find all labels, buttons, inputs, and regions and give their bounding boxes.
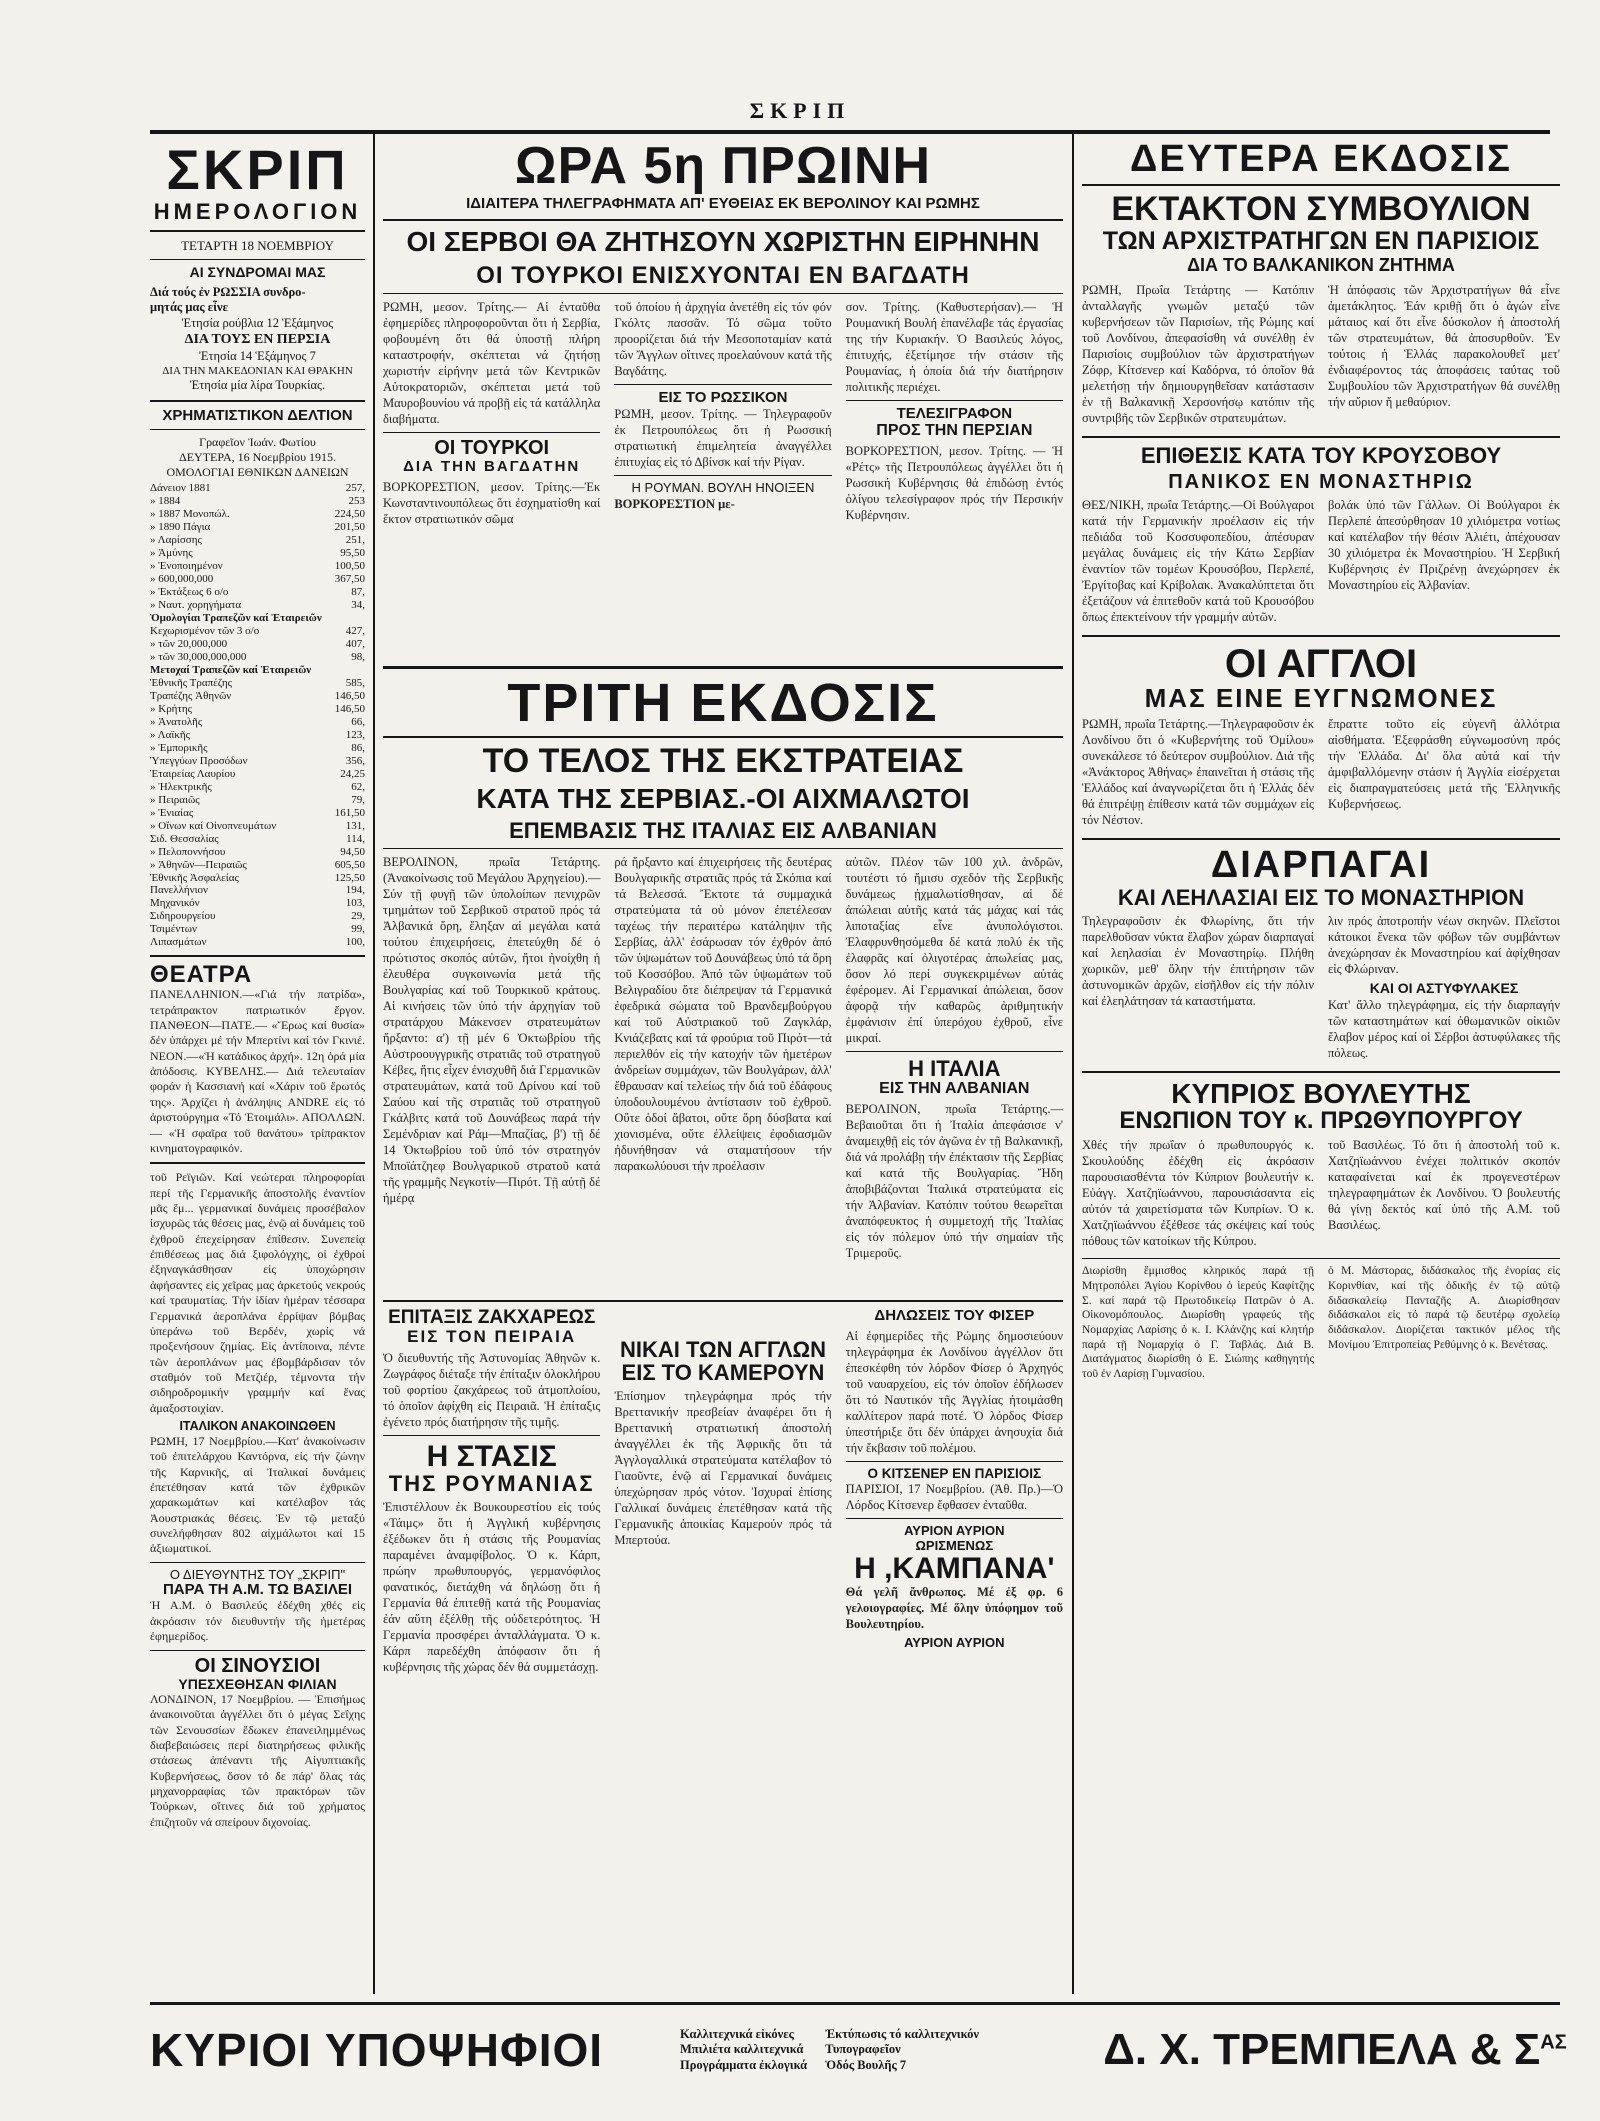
center-mid-columns bbox=[383, 854, 1063, 1265]
market-row-value: 356, bbox=[345, 754, 365, 767]
market-row bbox=[150, 547, 365, 560]
market-row bbox=[150, 599, 365, 612]
story-text: ΒΟΡΚΟΡΕΣΤΙΟΝ με- bbox=[614, 496, 735, 511]
divider bbox=[1082, 436, 1560, 438]
story-text: ΡΩΜΗ, μεσον. Τρίτης. — Τηλεγραφοῦν ἐκ Πετρουπόλεως ὅτι ἡ Ρωσσική στρατιωτική ἐπιμελητεία ἀναγγέλλει ἐπιτυχίας εἰς τό Δβίνσκ καί τήν Ρίγαν. bbox=[614, 407, 832, 470]
market-row-value: 224,50 bbox=[334, 508, 365, 521]
market-row-name: » Ἀνατολῆς bbox=[150, 715, 203, 728]
market-row-name: » Ἐνιαίας bbox=[150, 806, 194, 819]
divider bbox=[150, 955, 365, 957]
fisher-headline: ΔΗΛΩΣΕΙΣ ΤΟΥ ΦΙΣΕΡ bbox=[874, 1308, 1035, 1324]
turks-headline: ΟΙ ΤΟΥΡΚΟΙ ΕΝΙΣΧΥΟΝΤΑΙ ΕΝ ΒΑΓΔΑΤΗ bbox=[476, 261, 970, 289]
market-row bbox=[150, 833, 365, 846]
police-headline: ΚΑΙ ΟΙ ΑΣΤΥΦΥΛΑΚΕΣ bbox=[1369, 980, 1519, 997]
subscriptions-list bbox=[150, 285, 365, 394]
masthead: ΣΚΡΙΠ bbox=[749, 98, 851, 123]
divider bbox=[1082, 838, 1560, 840]
story-text: ΡΩΜΗ, μεσον. Τρίτης.— Αἱ ἐνταῦθα ἐφημερίδες πληροφοροῦνται ὅτι ἡ Σερβία, φοβουμένη ὅτι θά ὑποστῇ πλήρη καταστροφήν, σκέπτεται νά ζητήσῃ χωριστήν εἰρήνην μετά τῶν Κεντρικῶν Αὐτοκρατοριῶν, σκέπτεται μετά τοῦ Μαυροβουνίου νά προβῇ εἰς τά κατάλληλα διαβήματα. bbox=[383, 299, 601, 426]
italia-headline: Η ΙΤΑΛΙΑ bbox=[908, 1056, 1001, 1082]
market-row-value: 605,50 bbox=[334, 858, 365, 871]
divider bbox=[150, 230, 365, 232]
market-row-value: 253 bbox=[348, 495, 365, 508]
looting-columns bbox=[1082, 913, 1560, 1064]
market-row-value: 95,50 bbox=[340, 547, 365, 560]
market-intro-line: Γραφεῖον Ἰωάν. Φωτίου bbox=[199, 435, 316, 450]
italian-title: ΙΤΑΛΙΚΟΝ ΑΝΑΚΟΙΝΩΘΕΝ bbox=[179, 1419, 336, 1434]
cypriot-text: Χθές τήν πρωΐαν ὁ πρωθυπουργός κ. Σκουλούδης ἐδέχθη εἰς ἀκρόασιν παρουσιασθέντα τόν Κύπριον βουλευτήν κ. Εὐάγγ. Χατζηϊωάννου, παρουσιάσαντα εἰς αὐτόν τά χαιρετίσματα τῶν Κυπρίων. Ὁ κ. Χατζηϊωάννου ἐξέθεσε τάς σκέψεις καί τούς πόθους τῶν κατοίκων τῆς Κύπρου. bbox=[1082, 1138, 1314, 1249]
subs-line: Ἐτησία μία λίρα Τουρκίας. bbox=[189, 378, 326, 393]
divider bbox=[383, 293, 1063, 294]
market-row-name: » Ἐμπορικῆς bbox=[150, 741, 208, 754]
romania-headline: Η ΣΤΑΣΙΣ bbox=[426, 1439, 557, 1473]
cypriot-text: τοῦ Βασιλέως. Τό ὅτι ἡ ἀποστολή τοῦ κ. Χατζηϊωάννου ἐνέχει πολιτικόν σκοπόν καταφαίνεται καί ἐκ προγενεστέρων τηλεγραφημάτων ἐκ Λονδίνου. Ὁ βουλευτής θά γίνῃ δεκτός καί ὑπό τῆς Α.Μ. τοῦ Βασιλέως. bbox=[1328, 1138, 1560, 1233]
looting-col2 bbox=[1328, 913, 1560, 1064]
english-headline: ΟΙ ΑΓΓΛΟΙ bbox=[1224, 641, 1418, 686]
story-text: τοῦ ὁποίου ἡ ἀρχηγία ἀνετέθη εἰς τόν φόν Γκόλτς πασσᾶν. Τό σῶμα τοῦτο προορίζεται διά τήν Μεσοποταμίαν κατά τῶν Ἄγγλων οἵτινες προελαύνουν κατά τῆς Βαγδάτης. bbox=[614, 299, 832, 378]
market-row-name: » Πειραιῶς bbox=[150, 793, 200, 806]
divider bbox=[150, 1562, 365, 1563]
director-text: Ἡ Α.Μ. ὁ Βασιλεύς ἐδέχθη χθές εἰς ἀκρόασιν τόν διευθυντήν τῆς ἡμετέρας ἐφημερίδος. bbox=[150, 1598, 365, 1644]
divider bbox=[383, 1435, 600, 1436]
krusovo-text: βολάκ ὑπό τῶν Γάλλων. Οἱ Βούλγαροι ἐκ Περλεπέ ἀπεσύρθησαν 10 χιλιόμετρα νοτίως καί κατέλαβον τήν θέσιν Ἀλιέτι, ἀπέχουσαν 30 χιλιόμετρα ἐκ Μοναστηρίου. Ἡ Σερβική Κυβέρνησις ἐν Πριζρένῃ ἀνεχώρησεν ἐκ Μοναστηρίου εἰς Ἀλβανίαν. bbox=[1328, 497, 1560, 592]
center-low-col2 bbox=[614, 1308, 831, 1679]
krusovo-subhead: ΠΑΝΙΚΟΣ ΕΝ ΜΟΝΑΣΤΗΡΙΩ bbox=[1168, 470, 1474, 493]
center-mid bbox=[383, 676, 1063, 1296]
market-row bbox=[150, 508, 365, 521]
krusovo-text: ΘΕΣ/ΝΙΚΗ, πρωΐα Τετάρτης.—Οἱ Βούλγαροι κατά τήν Γερμανικήν προέλασιν εἰς τήν πεδιάδα τοῦ Κοσσυφοπεδίου, ἀπέσυραν μεγάλας δυνάμεις εἰς τήν Κάτω Σερβίαν ἐναντίον τῶν τομέων Κρουσόβου, Περλεπέ, Ἐργίτοβας καί Κρίβολακ. Ἀνακαλύπτεται ὅτι ἐξετάζουν νά ἐπιτεθοῦν κατά τοῦ Κρουσόβου ὅπως ἐπεκτείνουν τήν γραμμήν αὐτῶν. bbox=[1082, 497, 1314, 624]
column-divider bbox=[373, 134, 375, 1994]
campaign-headline: ΤΟ ΤΕΛΟΣ ΤΗΣ ΕΚΣΤΡΑΤΕΙΑΣ bbox=[482, 742, 964, 780]
market-row-name: Ὁμολογίαι Τραπεζῶν καί Ἑταιρειῶν bbox=[150, 612, 322, 625]
market-row-value: 114, bbox=[346, 832, 365, 845]
subs-line: ΔΙΑ ΤΗΝ ΜΑΚΕΔΟΝΙΑΝ ΚΑΙ ΘΡΑΚΗΝ bbox=[162, 364, 353, 377]
story-headline: ΕΙΣ ΤΟ ΡΩΣΣΙΚΟΝ bbox=[658, 388, 788, 406]
subs-line: Διά τούς ἐν ΡΩΣΣΙΑ συνδρο- bbox=[150, 284, 306, 299]
divider bbox=[614, 384, 831, 385]
romania-text: Ἐπιστέλλουν ἐκ Βουκουρεστίου εἰς τούς «Τάιμς» ὅτι ἡ Ἀγγλική κυβέρνησις ἐξέδωκεν ὅτι ἡ στάσις τῆς Ρουμανίας παραμένει ἀναμφίβολος. Ὁ κ. Κάρπ, πρώην πρωθυπουργός, γερμανόφιλος φανατικός, διετάχθη νά δηλώσῃ ὅτι ἡ Γερμανία θά ἐπιτεθῇ κατά τῆς Ρουμανίας ἐάν αὕτη ἐξέλθῃ τῆς οὐδετερότητος. Ἡ Γερμανία προσφέρει ἀνταλλάγματα. Ὁ κ. Κάρπ παρεδέχθη ἀπόφασιν ὅτι ἡ κυβέρνησις τῆς χώρας δέν θά συμμετάσχῃ. bbox=[383, 1500, 601, 1675]
council-subhead: ΤΩΝ ΑΡΧΙΣΤΡΑΤΗΓΩΝ ΕΝ ΠΑΡΙΣΙΟΙΣ bbox=[1102, 226, 1540, 255]
center-top-columns bbox=[383, 299, 1063, 532]
section-rule bbox=[383, 666, 1063, 669]
divider bbox=[846, 1051, 1063, 1052]
market-row bbox=[150, 884, 365, 897]
market-row-name: » 1884 bbox=[150, 495, 181, 508]
ad-line: Τυπογραφεῖον bbox=[825, 2042, 901, 2057]
market-row bbox=[150, 897, 365, 910]
ad-mid: ΩΡΙΣΜΕΝΩΣ bbox=[915, 1537, 994, 1553]
market-row-value: 100,50 bbox=[334, 560, 365, 573]
story-headline: Η ΡΟΥΜΑΝ. ΒΟΥΛΗ ΗΝΟΙΞΕΝ bbox=[631, 480, 815, 496]
market-row-value: 131, bbox=[345, 819, 365, 832]
story-subhead: ΠΡΟΣ ΤΗΝ ΠΕΡΣΙΑΝ bbox=[876, 422, 1033, 440]
market-row-value: 257, bbox=[345, 482, 365, 495]
market-row-name: » Λαϊκῆς bbox=[150, 728, 190, 741]
third-edition-headline: ΤΡΙΤΗ ΕΚΔΟΣΙΣ bbox=[507, 676, 939, 733]
allies-subtitle: ΥΠΕΣΧΕΘΗΣΑΝ ΦΙΛΙΑΝ bbox=[178, 1675, 337, 1692]
market-row-name: Μηχανικόν bbox=[150, 897, 200, 910]
cypriot-columns bbox=[1082, 1137, 1560, 1253]
krusovo-columns bbox=[1082, 497, 1560, 629]
market-row-name: Ὑπεγγύων Προσόδων bbox=[150, 754, 248, 767]
market-row-name: » Ἀθηνῶν—Πειραιῶς bbox=[150, 858, 247, 871]
market-row-value: 407, bbox=[345, 638, 365, 651]
ad-text: Θά γελῆ ἄνθρωπος. Μέ ἐξ φρ. 6 γελοιογραφίες. Μέ ὅλην ὑπόφημον τοῦ Βουλευτηρίου. bbox=[845, 1585, 1063, 1632]
divider bbox=[1082, 1071, 1560, 1073]
market-row-name: » Ἠλεκτρικῆς bbox=[150, 780, 212, 793]
market-row-value: 86, bbox=[351, 741, 365, 754]
market-row bbox=[150, 794, 365, 807]
market-row bbox=[150, 573, 365, 586]
council-text: ΡΩΜΗ, Πρωΐα Τετάρτης — Κατόπιν ἀνταλλαγῆς γνωμῶν μεταξύ τῶν κυβερνήσεων τῶν Παρισίων, τῆς Ρώμης καί τοῦ Λονδίνου, ἀπεφασίσθη νά συνέλθῃ ἐν Παρισίοις συμβούλιον τῶν ἀρχιστρατήγων Ζόφρ, Κίτσενερ καί Καδόρνα, τό ὁποῖον θά μελετήσῃ τήν δημιουργηθεῖσαν κατάστασιν ἐν τῇ Βαλκανικῇ Χερσονήσῳ κατόπιν τῆς συντριβῆς τῶν Σερβικῶν στρατευμάτων. bbox=[1082, 282, 1314, 425]
center-low-columns bbox=[383, 1308, 1063, 1679]
trempela-ad bbox=[1103, 2024, 1567, 2074]
story-subhead: ΔΙΑ ΤΗΝ ΒΑΓΔΑΤΗΝ bbox=[403, 457, 581, 475]
italia-subhead: ΕΙΣ ΤΗΝ ΑΛΒΑΝΙΑΝ bbox=[879, 1080, 1030, 1098]
center-top-col2 bbox=[614, 299, 831, 532]
market-intro-line: ΔΕΥΤΕΡΑ, 16 Νοεμβρίου 1915. bbox=[178, 450, 337, 465]
market-row bbox=[150, 716, 365, 729]
looting-text: Τηλεγραφοῦσιν ἐκ Φλωρίνης, ὅτι τήν παρελθοῦσαν νύκτα ἔλαβον χώραν διαρπαγαί καί λεηλασίαι ἐν Μοναστηρίῳ. Πλήθη χωρικῶν, μεθ' ὅλην τήν ἐπιτήρησιν τῶν ἀστυνομικῶν ἀρχῶν, εἰσῆλθον εἰς τήν πόλιν καί ἐλεηλάτησαν τά καταστήματα. bbox=[1082, 914, 1314, 1009]
market-row bbox=[150, 910, 365, 923]
market-row-value: 87, bbox=[351, 586, 365, 599]
subs-line: Ἐτησία 14 Ἑξάμηνος 7 bbox=[199, 348, 316, 363]
market-row-name: Σιδ. Θεσσαλίας bbox=[150, 832, 219, 845]
sugar-headline: ΕΠΙΤΑΞΙΣ ΖΑΚΧΑΡΕΩΣ bbox=[388, 1308, 596, 1328]
market-row bbox=[150, 521, 365, 534]
ad-line: Προγράμματα ἐκλογικά bbox=[680, 2057, 808, 2072]
market-row bbox=[150, 742, 365, 755]
market-intro bbox=[150, 435, 365, 480]
kampana-ad: Η ,ΚΑΜΠΑΝΑ' bbox=[854, 1551, 1055, 1585]
market-row-name: Πανελλήνιον bbox=[150, 884, 209, 897]
divider bbox=[846, 400, 1063, 401]
market-row-name: » Κρήτης bbox=[150, 702, 192, 715]
market-row bbox=[150, 768, 365, 781]
candidates-ad: ΚΥΡΙΟΙ ΥΠΟΨΗΦΙΟΙ bbox=[150, 2023, 604, 2076]
market-rows bbox=[150, 482, 365, 949]
kitchener-headline: Ο ΚΙΤΣΕΝΕΡ ΕΝ ΠΑΡΙΣΙΟΙΣ bbox=[867, 1465, 1042, 1481]
divider bbox=[383, 736, 1063, 738]
left-date: ΤΕΤΑΡΤΗ 18 ΝΟΕΜΒΡΙΟΥ bbox=[181, 238, 334, 254]
market-row-value: 161,50 bbox=[334, 806, 365, 819]
section-rule bbox=[383, 1300, 1063, 1302]
market-title: ΧΡΗΜΑΤΙΣΤΙΚΟΝ ΔΕΛΤΙΟΝ bbox=[162, 406, 353, 424]
story-text: ΒΕΡΟΛΙΝΟΝ, πρωΐα Τετάρτης. (Ἀνακοίνωσις τοῦ Μεγάλου Ἀρχηγείου).— Σύν τῇ φυγῇ τῶν ὑπολοίπων πενιχρῶν τμημάτων τοῦ Σερβικοῦ στρατοῦ πρός τά Ἀλβανικά ὄρη, ἔληξαν αἱ μεγάλαι κατά τούτου ἐπιχειρήσεις, ἐπετεύχθη δέ ὁ πρώτιστος σκοπός αὐτῶν, ἤτοι ἠνοίχθη ἡ ἐλευθέρα συγκοινωνία μετά τῆς Βουλγαρίας καί τοῦ Τουρκικοῦ κράτους. Αἱ κινήσεις τῶν ὑπό τήν ἀρχηγίαν τοῦ στρατάρχου Μάκενσεν στρατευμάτων ἤρξαντο: α') τῇ μέν 6 Ὀκτωβρίου τῆς Αὐστροουγγρικῆς στρατιᾶς τοῦ στρατηγοῦ Κέβες, ἥτις εἶχεν ἐνισχυθῆ διά Γερμανικῶν στρατευμάτων, κατά τοῦ Δρίνου καί τοῦ Σαύου καί τῆς στρατιᾶς τοῦ στρατηγοῦ Γκάλβιτς κατά τοῦ Δουνάβεως παρά τήν Σεμένδριαν καί Ράμ—Μπαζίας, β') τῇ δέ 14 Ὀκτωβρίου τοῦ ὑπό τόν στρατηγόν Μποϊάτζηεφ Βουλγαρικοῦ στρατοῦ κατά τῆς γραμμῆς Νεγκοτίν—Πιρότ. Τῇ αὐτῇ δέ ἡμέρᾳ bbox=[383, 855, 601, 1206]
market-row bbox=[150, 651, 365, 664]
bottom-ad-right bbox=[1103, 2010, 1567, 2090]
market-row bbox=[150, 936, 365, 949]
romania-subhead: ΤΗΣ ΡΟΥΜΑΝΙΑΣ bbox=[388, 1471, 595, 1497]
market-row bbox=[150, 638, 365, 651]
market-row bbox=[150, 807, 365, 820]
divider bbox=[1082, 1258, 1560, 1259]
looting-headline: ΔΙΑΡΠΑΓΑΙ bbox=[1210, 844, 1432, 887]
english-columns bbox=[1082, 716, 1560, 832]
bottom-ad-mid bbox=[680, 2010, 1100, 2090]
ad-lines bbox=[825, 2027, 979, 2074]
theatre-text: ΠΑΝΕΛΛΗΝΙΟΝ.—«Γιά τήν πατρίδα», τετράπρακτον πατριωτικόν ἔργον. ΠΑΝΘΕΟΝ—ΠΑΤΕ.— «Ἔρως καί θυσία» δέν ὑπάρχει μέ τήν Μπερτίνι καί τόν Γκινιέ. ΝΕΟΝ.—«Ἡ κατάδικος ἀρχή». 12η ὁρά μία ἀπόδοσις. ΚΥΒΕΛΗΣ.— Διά τελευταίαν φοράν ἡ Κασσιανή καί «Χάριν τοῦ ἔρωτός της». Ἀρχίζει ἡ ἀνάληψις ANDRE εἰς τό ἀριστούργημα «Τό Ἑτοιμάλι». ΑΠΟΛΛΩΝ.— «Ἡ σφαῖρα τοῦ θανάτου» τρίπρακτον κινηματογραφικόν. bbox=[150, 987, 365, 1155]
market-row-name: » τῶν 20,000,000 bbox=[150, 638, 228, 651]
market-row bbox=[150, 923, 365, 936]
market-row-name: Ἑταιρείας Λαυρίου bbox=[150, 767, 236, 780]
market-row-name: Μετοχαί Τραπεζῶν καί Ἑταιρειῶν bbox=[150, 664, 312, 677]
center-top bbox=[383, 140, 1063, 660]
news-text: τοῦ Ρεϊγιῶν. Καί νεώτεραι πληροφορίαι περί τῆς Γερμανικῆς ἀποστολῆς ἐναντίον μᾶς ἔμ... γερμανικαί δυνάμεις προσέβαλον ἰσχυρῶς τάς θέσεις μας, ἐνῷ αἱ δυνάμεις τοῦ ἐχθροῦ ἐπεχείρησαν ἐπίθεσιν. Συνεπείᾳ ἐπιθέσεως μας διά ξιφολόγχης, οἱ ἐχθροί ἐξηναγκάσθησαν εἰς ὑποχώρησιν ἀφήσαντες εἰς χεῖρας μας ἀρκετούς νεκρούς καί τραυματίας. Τήν ἰδίαν ἡμέραν τέσσαρα Γερμανικά ἀεροπλάνα ἐρρίψαν βόμβας ὑπεράνω τοῦ Βερδέν, χωρίς νά προξενήσουν ζημίας. Εἰς ἀντίποινα, πέντε τῶν ἀεροπλάνων μας ἐβομβάρδισαν τόν σταθμόν τοῦ Μετζιέρ, τέμνοντα τήν σιδηροδρομικήν γραμμήν καί ἕνας ἀμαξοστοιχίαν. bbox=[150, 1170, 365, 1415]
looting-text: λιν πρός ἀποτροπήν νέων σκηνῶν. Πλεῖστοι κάτοικοι ἕνεκα τῶν φόβων τῶν συμβάντων ἀνεχώρησαν ἐκ Μοναστηρίου καί ἀφίχθησαν εἰς Φλώριναν. bbox=[1328, 914, 1560, 977]
story-text: ΒΟΡΚΟΡΕΣΤΙΟΝ, μεσον. Τρίτης. — Ἡ «Ρέτς» τῆς Πετρουπόλεως ἀγγέλλει ὅτι ἡ Ρωσσική Κυβέρνησις θά ἐπιδώσῃ ἐντός ὀλίγου τελεσίγραφον πρός τήν Περσικήν Κυβέρνησιν. bbox=[845, 443, 1063, 522]
divider bbox=[150, 259, 365, 260]
prisoners-headline: ΚΑΤΑ ΤΗΣ ΣΕΡΒΙΑΣ.-ΟΙ ΑΙΧΜΑΛΩΤΟΙ bbox=[476, 782, 970, 814]
divider bbox=[150, 1650, 365, 1651]
allies-title: ΟΙ ΣΙΝΟΥΣΙΟΙ bbox=[194, 1654, 321, 1677]
cameroon-text: Ἐπίσημον τηλεγράφημα πρός τήν Βρεττανικήν πρεσβείαν ἀναφέρει ὅτι ἡ Βρεττανική στρατιωτική ἀποστολή ἀναγγέλλει ἐκ τῆς Ἀφρικῆς ὅτι τά Ἀγγλογαλλικά στρατεύματα κατέλαβον τό Γιαοῦντε, ἐνῷ αἱ Γερμανικαί δυνάμεις ὑπεχώρησαν πρός νότον. Ἰσχυραί ἐπίσης Γαλλικαί δυνάμεις ἐπετέθησαν κατά τῆς Γερμανικῆς ἀποικίας Καμερούν πρός τά Μπερτούα. bbox=[614, 1389, 832, 1548]
main-subhead: ΙΔΙΑΙΤΕΡΑ ΤΗΛΕΓΡΑΦΗΜΑΤΑ ΑΠ' ΕΥΘΕΙΑΣ ΕΚ ΒΕΡΟΛΙΝΟΥ ΚΑΙ ΡΩΜΗΣ bbox=[466, 195, 980, 212]
police-text: Κατ' ἄλλο τηλεγράφημα, εἰς τήν διαρπαγήν τῶν καταστημάτων καί ὀθωμανικῶν οἰκιῶν ἔλαβον μέρος καί οἱ Σέρβοι ἀστυφύλακες τῆς πόλεως. bbox=[1328, 997, 1560, 1060]
divider bbox=[1082, 184, 1560, 186]
market-row-value bbox=[325, 612, 365, 625]
market-row-value: 194, bbox=[345, 884, 365, 897]
market-row-value: 66, bbox=[351, 715, 365, 728]
column-divider bbox=[1072, 134, 1074, 1994]
market-row-value: 24,25 bbox=[340, 767, 365, 780]
market-row-value: 123, bbox=[345, 728, 365, 741]
market-row bbox=[150, 690, 365, 703]
market-row-name: » Ἐκτάξεως 6 ο/ο bbox=[150, 586, 229, 599]
market-row-value: 585, bbox=[345, 676, 365, 689]
market-row-value: 201,50 bbox=[334, 521, 365, 534]
market-row-name: » Ἀμύνης bbox=[150, 547, 193, 560]
trempela-name: Δ. Χ. ΤΡΕΜΠΕΛΑ & Σ bbox=[1103, 2024, 1541, 2074]
main-headline: ΩΡΑ 5η ΠΡΩΙΝΗ bbox=[514, 140, 932, 195]
ad-line: Μπιλιέτα καλλιτεχνικά bbox=[680, 2042, 804, 2057]
market-row-value: 34, bbox=[351, 599, 365, 612]
ad-bottom: ΑΥΡΙΟΝ ΑΥΡΙΟΝ bbox=[904, 1635, 1005, 1651]
market-row bbox=[150, 586, 365, 599]
market-row bbox=[150, 482, 365, 495]
market-row-name: » Ἑνοποιημένον bbox=[150, 560, 223, 573]
divider bbox=[383, 848, 1063, 849]
cypriot-headline: ΚΥΠΡΙΟΣ ΒΟΥΛΕΥΤΗΣ bbox=[1171, 1077, 1471, 1109]
story-text: αὐτῶν. Πλέον τῶν 100 χιλ. ἀνδρῶν, τουτέστι τό ἥμισυ σχεδόν τῆς Σερβικῆς δυνάμεως ᾐχμαλωτίσθησαν, αἱ δέ ἀπώλειαι αὐτῆς κατά τάς μάχας καί τάς λιποταξίας εἶνε ἀνυπολόγιστοι. Ἐλαφρυνθησόμεθα δέ κατά πολύ ἐκ τῆς ἐλαφρᾶς καί ὀλιγοτέρας ἀπωλείας μας, ὅσον λό περί συγκεκριμένων αὐτάς ἐφέρομεν. Αἱ Γερμανικαί ἀπώλειαι, ὅσον ἀφορᾷ τήν καθαρῶς ἀριθμητικήν ἐμφάνισιν ἐπί ὑπερόχου ἐχθροῦ, εἶνε μικραί. bbox=[845, 855, 1063, 1046]
ad-lines bbox=[680, 2027, 807, 2074]
ad-top: ΑΥΡΙΟΝ ΑΥΡΙΟΝ bbox=[904, 1523, 1005, 1539]
divider bbox=[614, 475, 831, 476]
left-subtitle: ΗΜΕΡΟΛΟΓΙΟΝ bbox=[153, 199, 362, 224]
council-text: Ἡ ἀπόφασις τῶν Ἀρχιστρατήγων θά εἶνε ἀμετάκλητος. Ἐάν κριθῇ ὅτι ὁ ἀγών εἶνε μάταιος καί ὅτι εἶνε δύσκολον ἡ ἀποστολή τῶν στρατευμάτων, θά ἀποσυρθοῦν. Ἐν τούτοις ἡ Ἑλλάς παρακολουθεῖ μετ' ἐνδιαφέροντος τάς ἀποφάσεις ταύτας τοῦ Συμβουλίου τῶν Ἀρχιστρατήγων θά συνέλθῃ τήν αὔριον ἤ μεθαύριον. bbox=[1328, 282, 1560, 409]
market-row bbox=[150, 755, 365, 768]
center-top-col1 bbox=[383, 299, 600, 532]
market-row-value: 79, bbox=[351, 793, 365, 806]
story-text: ΒΟΡΚΟΡΕΣΤΙΟΝ, μεσον. Τρίτης.—Ἐκ Κωνσταντινουπόλεως ὅτι ἐσχηματίσθη καί ἕκτον στρατιωτικόν σῶμα bbox=[383, 480, 601, 527]
market-row-value: 98, bbox=[351, 651, 365, 664]
market-row-name: » Ναυτ. χορηγήματα bbox=[150, 599, 242, 612]
divider bbox=[150, 400, 365, 402]
market-row bbox=[150, 703, 365, 716]
cypriot-subhead: ΕΝΩΠΙΟΝ ΤΟΥ κ. ΠΡΩΘΥΠΟΥΡΓΟΥ bbox=[1119, 1106, 1523, 1134]
serbs-headline: ΟΙ ΣΕΡΒΟΙ ΘΑ ΖΗΤΗΣΟΥΝ ΧΩΡΙΣΤΗΝ ΕΙΡΗΝΗΝ bbox=[406, 225, 1040, 257]
english-text: ἔπραττε τοῦτο εἰς εὐγενῆ ἀλλότρια αἰσθήματα. Ἐξεφράσθη εὐγνωμοσύνη πρός τήν Ἑλλάδα. Δι' ὅλα αὐτά καί τήν ἀμφιβαλλόμενην στάσιν ἡ Ἀγγλία εἰσέρχεται εἰς διαπραγματεύσεις μετά τῆς Ἑλληνικῆς Κυβερνήσεως. bbox=[1328, 717, 1560, 812]
divider bbox=[383, 219, 1063, 221]
subs-line: μητάς μας εἶνε bbox=[150, 300, 228, 315]
market-row-value: 94,50 bbox=[340, 845, 365, 858]
center-low bbox=[383, 1308, 1063, 1998]
market-row-name: Λιπασμάτων bbox=[150, 936, 207, 949]
market-row-value: 100, bbox=[345, 936, 365, 949]
story-text: σον. Τρίτης. (Καθυστερήσαν).— Ἡ Ρουμανική Βουλή ἐπανέλαβε τάς ἐργασίας της τήν Κυριακήν. Ὁ Βασιλεύς λόγος, ἐπιτυχής, ἐξετίμησε τήν στάσιν τῆς Ρουμανίας, ἡ ὁποία διά τήν διατήρησιν πολιτικῆς περιέχει. bbox=[845, 299, 1063, 394]
market-intro-line: ΟΜΟΛΟΓΙΑΙ ΕΘΝΙΚΩΝ ΔΑΝΕΙΩΝ bbox=[166, 465, 349, 480]
market-row bbox=[150, 495, 365, 508]
market-row bbox=[150, 664, 365, 677]
divider bbox=[150, 429, 365, 430]
allies-text: ΛΟΝΔΙΝΟΝ, 17 Νοεμβρίου. — Ἐπισήμως ἀνακοινοῦται ἀγγέλλει ὅτι ὁ μέγας Σεΐχης τῶν Σενουσσίων ἔδωκεν ἐπανειλημμένως διαβεβαιώσεις περί διατηρήσεως φιλικῆς στάσεως ἀπέναντι τῆς Αἰγυπτιακῆς Κυβερνήσεως, ὅσον τό δε πάρ' ὅλας τάς μηχανορραφίας τῶν πρακτόρων τῶν Τούρκων, οἵτινες διά τοῦ χρήματος ἐπιζητοῦν νά σπείρουν διχονοίας. bbox=[150, 1691, 365, 1829]
market-row-value: 99, bbox=[351, 923, 365, 936]
market-row-value: 29, bbox=[351, 910, 365, 923]
bottom-rule bbox=[150, 2002, 1560, 2005]
ad-line: Καλλιτεχνικά εἰκόνες bbox=[680, 2026, 794, 2041]
divider bbox=[846, 1461, 1063, 1462]
market-row-name: » Πελοποννήσου bbox=[150, 845, 226, 858]
market-row-value bbox=[325, 664, 365, 677]
director-subtitle: ΠΑΡΑ ΤΗ Α.Μ. ΤΩ ΒΑΣΙΛΕΙ bbox=[162, 1580, 353, 1598]
market-row-name: » Λαρίσσης bbox=[150, 534, 202, 547]
market-row-value: 62, bbox=[351, 780, 365, 793]
market-row-name: Ἐθνικῆς Ἀσφαλείας bbox=[150, 871, 239, 884]
sugar-subhead: ΕΙΣ ΤΟΝ ΠΕΙΡΑΙΑ bbox=[407, 1326, 577, 1346]
appointments-text: Διωρίσθη ἔμμισθος κληρικός παρά τῇ Μητροπόλει Ἁγίου Κορίνθου ὁ ἱερεύς Καφίτζης Σ. καί παρά τῷ Πρωτοδικείῳ Πατρῶν ὁ Α. Οἰκονομόπουλος. Διωρίσθη γραφεύς τῆς Νομαρχίας Λαρίσης ὁ κ. Ι. Κλάνζης καί κλητήρ παρά τῇ Νομαρχίᾳ ὁ Γ. Ταβλάς. Διά Β. Διατάγματος διωρίσθη ὁ Ε. Σιώπης καθηγητής τοῦ ἐν Λαρίσῃ Γυμνασίου. bbox=[1082, 1265, 1314, 1381]
market-row bbox=[150, 781, 365, 794]
market-row-value: 367,50 bbox=[334, 573, 365, 586]
market-row-value: 251, bbox=[345, 534, 365, 547]
divider bbox=[150, 1162, 365, 1164]
story-text: ρά ἤρξαντο καί ἐπιχειρήσεις τῆς δευτέρας Βουλγαρικῆς στρατιᾶς πρός τά Σκόπια καί τά Βελεσσά. Ἔκτοτε τά συμμαχικά στρατεύματα τά οὐ μόνον ἐπετέλεσαν ταχέως τήν περαιτέρω κατάληψιν τῆς Σερβίας, ἀλλ' ἐσάρωσαν τόν ἐχθρόν ἀπό τῶν ὑψωμάτων τοῦ Δουνάβεως ὑπό τά ὄρη τοῦ Κοσσόβου. Ἀπό τῶν ὑψωμάτων τοῦ Βελιγραδίου ὅτε διέπρεψαν τά Γερμανικά ἐφεδρικά σώματα τοῦ Βρανδεμβούργου καί τοῦ Αὐστριακοῦ τοῦ Ζαγκλάρ, Κνιάζεβατς καί τά φρούρια τοῦ Πιρότ—τά περιελθόν εἰς τήν κατοχήν τῶν ἡμετέρων ἀνδρείων συμμάχων, τῶν Βουλγάρων, ἀλλ' ἔθραυσαν καί τελείως τήν διά τοῦ ἐδάφους ὑποδουλουμένου ἀντίστασιν τοῦ ἐχθροῦ. Οὔτε ὁδοί ἄβατοι, οὔτε ὄρη δύσβατα καί χιονισμένα, οὔτε ἐλλείψεις ἐφοδιασμῶν ἠδυνήθησαν νά σταματήσουν τήν παρακωλύουσι τήν προέλασιν bbox=[614, 855, 832, 1174]
center-mid-col3 bbox=[846, 854, 1063, 1265]
english-subhead: ΜΑΣ ΕΙΝΕ ΕΥΓΝΩΜΟΝΕΣ bbox=[1144, 682, 1498, 713]
appointments-columns bbox=[1082, 1264, 1560, 1386]
theatre-title: ΘΕΑΤΡΑ bbox=[150, 961, 253, 989]
market-row-name: » 600,000,000 bbox=[150, 573, 214, 586]
market-row bbox=[150, 872, 365, 885]
market-row-name: » 1890 Πάγια bbox=[150, 521, 211, 534]
krusovo-headline: ΕΠΙΘΕΣΙΣ ΚΑΤΑ ΤΟΥ ΚΡΟΥΣΟΒΟΥ bbox=[1140, 442, 1502, 468]
top-rule bbox=[150, 130, 1550, 134]
market-row-name: Σιδηρουργείου bbox=[150, 910, 216, 923]
bottom-ad-left bbox=[150, 2010, 670, 2090]
divider bbox=[383, 432, 600, 433]
divider bbox=[846, 1518, 1063, 1519]
market-row-name: Ἐθνικῆς Τραπέζης bbox=[150, 676, 233, 689]
ad-line: Ἐκτύπωσις τό καλλιτεχνικόν bbox=[825, 2026, 980, 2041]
market-row bbox=[150, 820, 365, 833]
sugar-text: Ὁ διευθυντής τῆς Ἀστυνομίας Ἀθηνῶν κ. Ζωγράφος διέταξε τήν ἐπίταξιν ὁλοκλήρου τοῦ φορτίου ζακχάρεως τοῦ ἀτμοπλοίου, τό ὁποῖον ἀφίχθη εἰς Πειραιᾶ. Ἡ ἐπίταξις ἐγένετο πρός διατήρησιν τῆς τιμῆς. bbox=[383, 1350, 601, 1429]
italian-text: ΡΩΜΗ, 17 Νοεμβρίου.—Κατ' ἀνακοίνωσιν τοῦ ἐπιτελάρχου Καντόρνα, εἰς τήν ζώνην τῆς Καρνικῆς, αἱ Ἰταλικαί δυνάμεις ἐπετέθησαν κατά τῶν ἐχθρικῶν χαρακωμάτων καί κατέλαβον τάς Ἀουστριακάς θέσεις. Ἐν τῷ μεταξύ συνελήφθησαν 802 αἰχμάλωτοι καί 15 ἀξιωματικοί. bbox=[150, 1433, 365, 1556]
cameroon-subhead: ΕΙΣ ΤΟ ΚΑΜΕΡΟΥΝ bbox=[621, 1360, 825, 1386]
market-row bbox=[150, 859, 365, 872]
subs-line: ΔΙΑ ΤΟΥΣ ΕΝ ΠΕΡΣΙΑ bbox=[184, 332, 331, 348]
right-column bbox=[1082, 140, 1560, 1998]
ad-line: Ὁδός Βουλῆς 7 bbox=[825, 2057, 907, 2072]
market-row-name: Κεχωρισμένον τῶν 3 ο/ο bbox=[150, 625, 260, 638]
market-row bbox=[150, 677, 365, 690]
market-row bbox=[150, 846, 365, 859]
market-row-name: » 1887 Μονοπώλ. bbox=[150, 508, 230, 521]
market-row-name: » τῶν 30,000,000,000 bbox=[150, 651, 247, 664]
market-row bbox=[150, 534, 365, 547]
market-row-name: » Οἴνων καί Οἰνοπνευμάτων bbox=[150, 819, 277, 832]
italy-intervention-headline: ΕΠΕΜΒΑΣΙΣ ΤΗΣ ΙΤΑΛΙΑΣ ΕΙΣ ΑΛΒΑΝΙΑΝ bbox=[509, 818, 937, 844]
italia-text: ΒΕΡΟΛΙΝΟΝ, πρωΐα Τετάρτης.—Βεβαιοῦται ὅτι ἡ Ἰταλία ἀπεφάσισε ν' ἀναμειχθῇ εἰς τόν ἀγῶνα ἐν τῇ Βαλκανικῇ, διά νά προλάβῃ τήν ἐπέκτασιν τῆς Σερβίας καί κατά τῆς Βουλγαρίας. Ἤδη ἀποβιβάζονται Ἰταλικά στρατεύματα εἰς τήν Ἀλβανίαν. Κατόπιν τούτου θεωρεῖται ἀναπόφευκτος ἡ συμμετοχή τῆς Ἰταλίας εἰς τόν πόλεμον ὑπό τήν σημαίαν τῆς Τριμεροῦς. bbox=[845, 1101, 1063, 1260]
story-headline: ΟΙ ΤΟΥΡΚΟΙ bbox=[434, 436, 550, 459]
center-low-col3 bbox=[846, 1308, 1063, 1679]
trempela-suffix: ΑΣ bbox=[1540, 2031, 1567, 2054]
council-headline: ΕΚΤΑΚΤΟΝ ΣΥΜΒΟΥΛΙΟΝ bbox=[1111, 190, 1531, 228]
kitchener-text: ΠΑΡΙΣΙΟΙ, 17 Νοεμβρίου. (Ἀθ. Πρ.)—Ὁ Λόρδος Κίτσενερ ἔφθασεν ἐνταῦθα. bbox=[845, 1482, 1063, 1513]
council-topic: ΔΙΑ ΤΟ ΒΑΛΚΑΝΙΚΟΝ ΖΗΤΗΜΑ bbox=[1187, 254, 1455, 275]
market-row-value: 427, bbox=[345, 625, 365, 638]
english-text: ΡΩΜΗ, πρωΐα Τετάρτης.—Τηλεγραφοῦσιν ἐκ Λονδίνου ὅτι ὁ «Κυβερνήτης τοῦ Ὀμίλου» συνεκάλεσε τό δεύτερον συμβούλιον. Διά τῆς «Ἀνάκτορος Ἀθήνας» ἐπαινεῖται ἡ στάσις τῆς Ἑλλάδος καί ἀναγνωρίζεται ὅτι ἡ Ἑλλάς δέν θά ἐπιτρέψῃ ἐπίθεσιν κατά τῶν συμμάχων εἰς τόν Νέστον. bbox=[1082, 717, 1314, 828]
market-row-value: 125,50 bbox=[334, 871, 365, 884]
left-title: ΣΚΡΙΠ bbox=[166, 142, 349, 201]
market-row-value: 146,50 bbox=[334, 702, 365, 715]
council-columns bbox=[1082, 282, 1560, 430]
director-title: Ο ΔΙΕΥΘΥΝΤΗΣ ΤΟΥ „ΣΚΡΙΠ" bbox=[169, 1566, 346, 1582]
divider bbox=[1082, 635, 1560, 637]
left-column bbox=[150, 142, 365, 1992]
market-row-value: 103, bbox=[345, 897, 365, 910]
center-top-col3 bbox=[846, 299, 1063, 532]
center-low-col1 bbox=[383, 1308, 600, 1679]
market-row bbox=[150, 625, 365, 638]
market-row-value: 146,50 bbox=[334, 689, 365, 702]
subscriptions-title: ΑΙ ΣΥΝΔΡΟΜΑΙ ΜΑΣ bbox=[189, 264, 326, 281]
market-row bbox=[150, 612, 365, 625]
cameroon-headline: ΝΙΚΑΙ ΤΩΝ ΑΓΓΛΩΝ bbox=[619, 1337, 826, 1362]
looting-subhead: ΚΑΙ ΛΕΗΛΑΣΙΑΙ ΕΙΣ ΤΟ ΜΟΝΑΣΤΗΡΙΟΝ bbox=[1117, 885, 1525, 911]
subs-line: Ἐτησία ρούβλια 12 Ἑξάμηνος bbox=[181, 315, 334, 330]
appointments-text: ὁ Μ. Μάστορας, διδάσκαλος τῆς ἐνορίας εἰς Κορινθίαν, καί τῆς ὁδικῆς ἐν τῷ αὐτῷ διδασκαλείῳ Πανταζῆς Α. Διωρίσθησαν διδάσκαλοι εἰς τό παρά τῷ δευτέρῳ σχολείῳ διδάσκαλον. Διορίζεται τακτικόν μέλος τῆς Μονίμου Ἐπιτροπείας Ρεθύμνης ὁ κ. Βενέτσας. bbox=[1328, 1265, 1560, 1351]
market-row-name: Τσιμέντων bbox=[150, 923, 197, 936]
market-row bbox=[150, 560, 365, 573]
market-row bbox=[150, 729, 365, 742]
fisher-text: Αἱ ἐφημερίδες τῆς Ρώμης δημοσιεύουν τηλεγράφημα ἐκ Λονδίνου ἀγγέλλον ὅτι ἐπεσκέφθη τόν λόρδον Φίσερ ὁ Ἀρχηγός τοῦ ναυαρχείου, εἰς τόν ὁποῖον ἐδήλωσεν ὅτι τό Ναυτικόν τῆς Ἀγγλίας ἡτοιμάσθη καλλίτερον παρά ποτέ. Ὁ λόρδος Φίσερ ὑπεστήριξε ὅτι δέν ὑπάρχει ἀνησυχία διά τήν ἔκβασιν τοῦ πολέμου. bbox=[845, 1328, 1063, 1455]
second-edition-headline: ΔΕΥΤΕΡΑ ΕΚΔΟΣΙΣ bbox=[1130, 140, 1512, 180]
market-row-name: Δάνειον 1881 bbox=[150, 482, 211, 495]
story-headline: ΤΕΛΕΣΙΓΡΑΦΟΝ bbox=[896, 404, 1013, 422]
market-row-name: Τραπέζης Ἀθηνῶν bbox=[150, 689, 232, 702]
